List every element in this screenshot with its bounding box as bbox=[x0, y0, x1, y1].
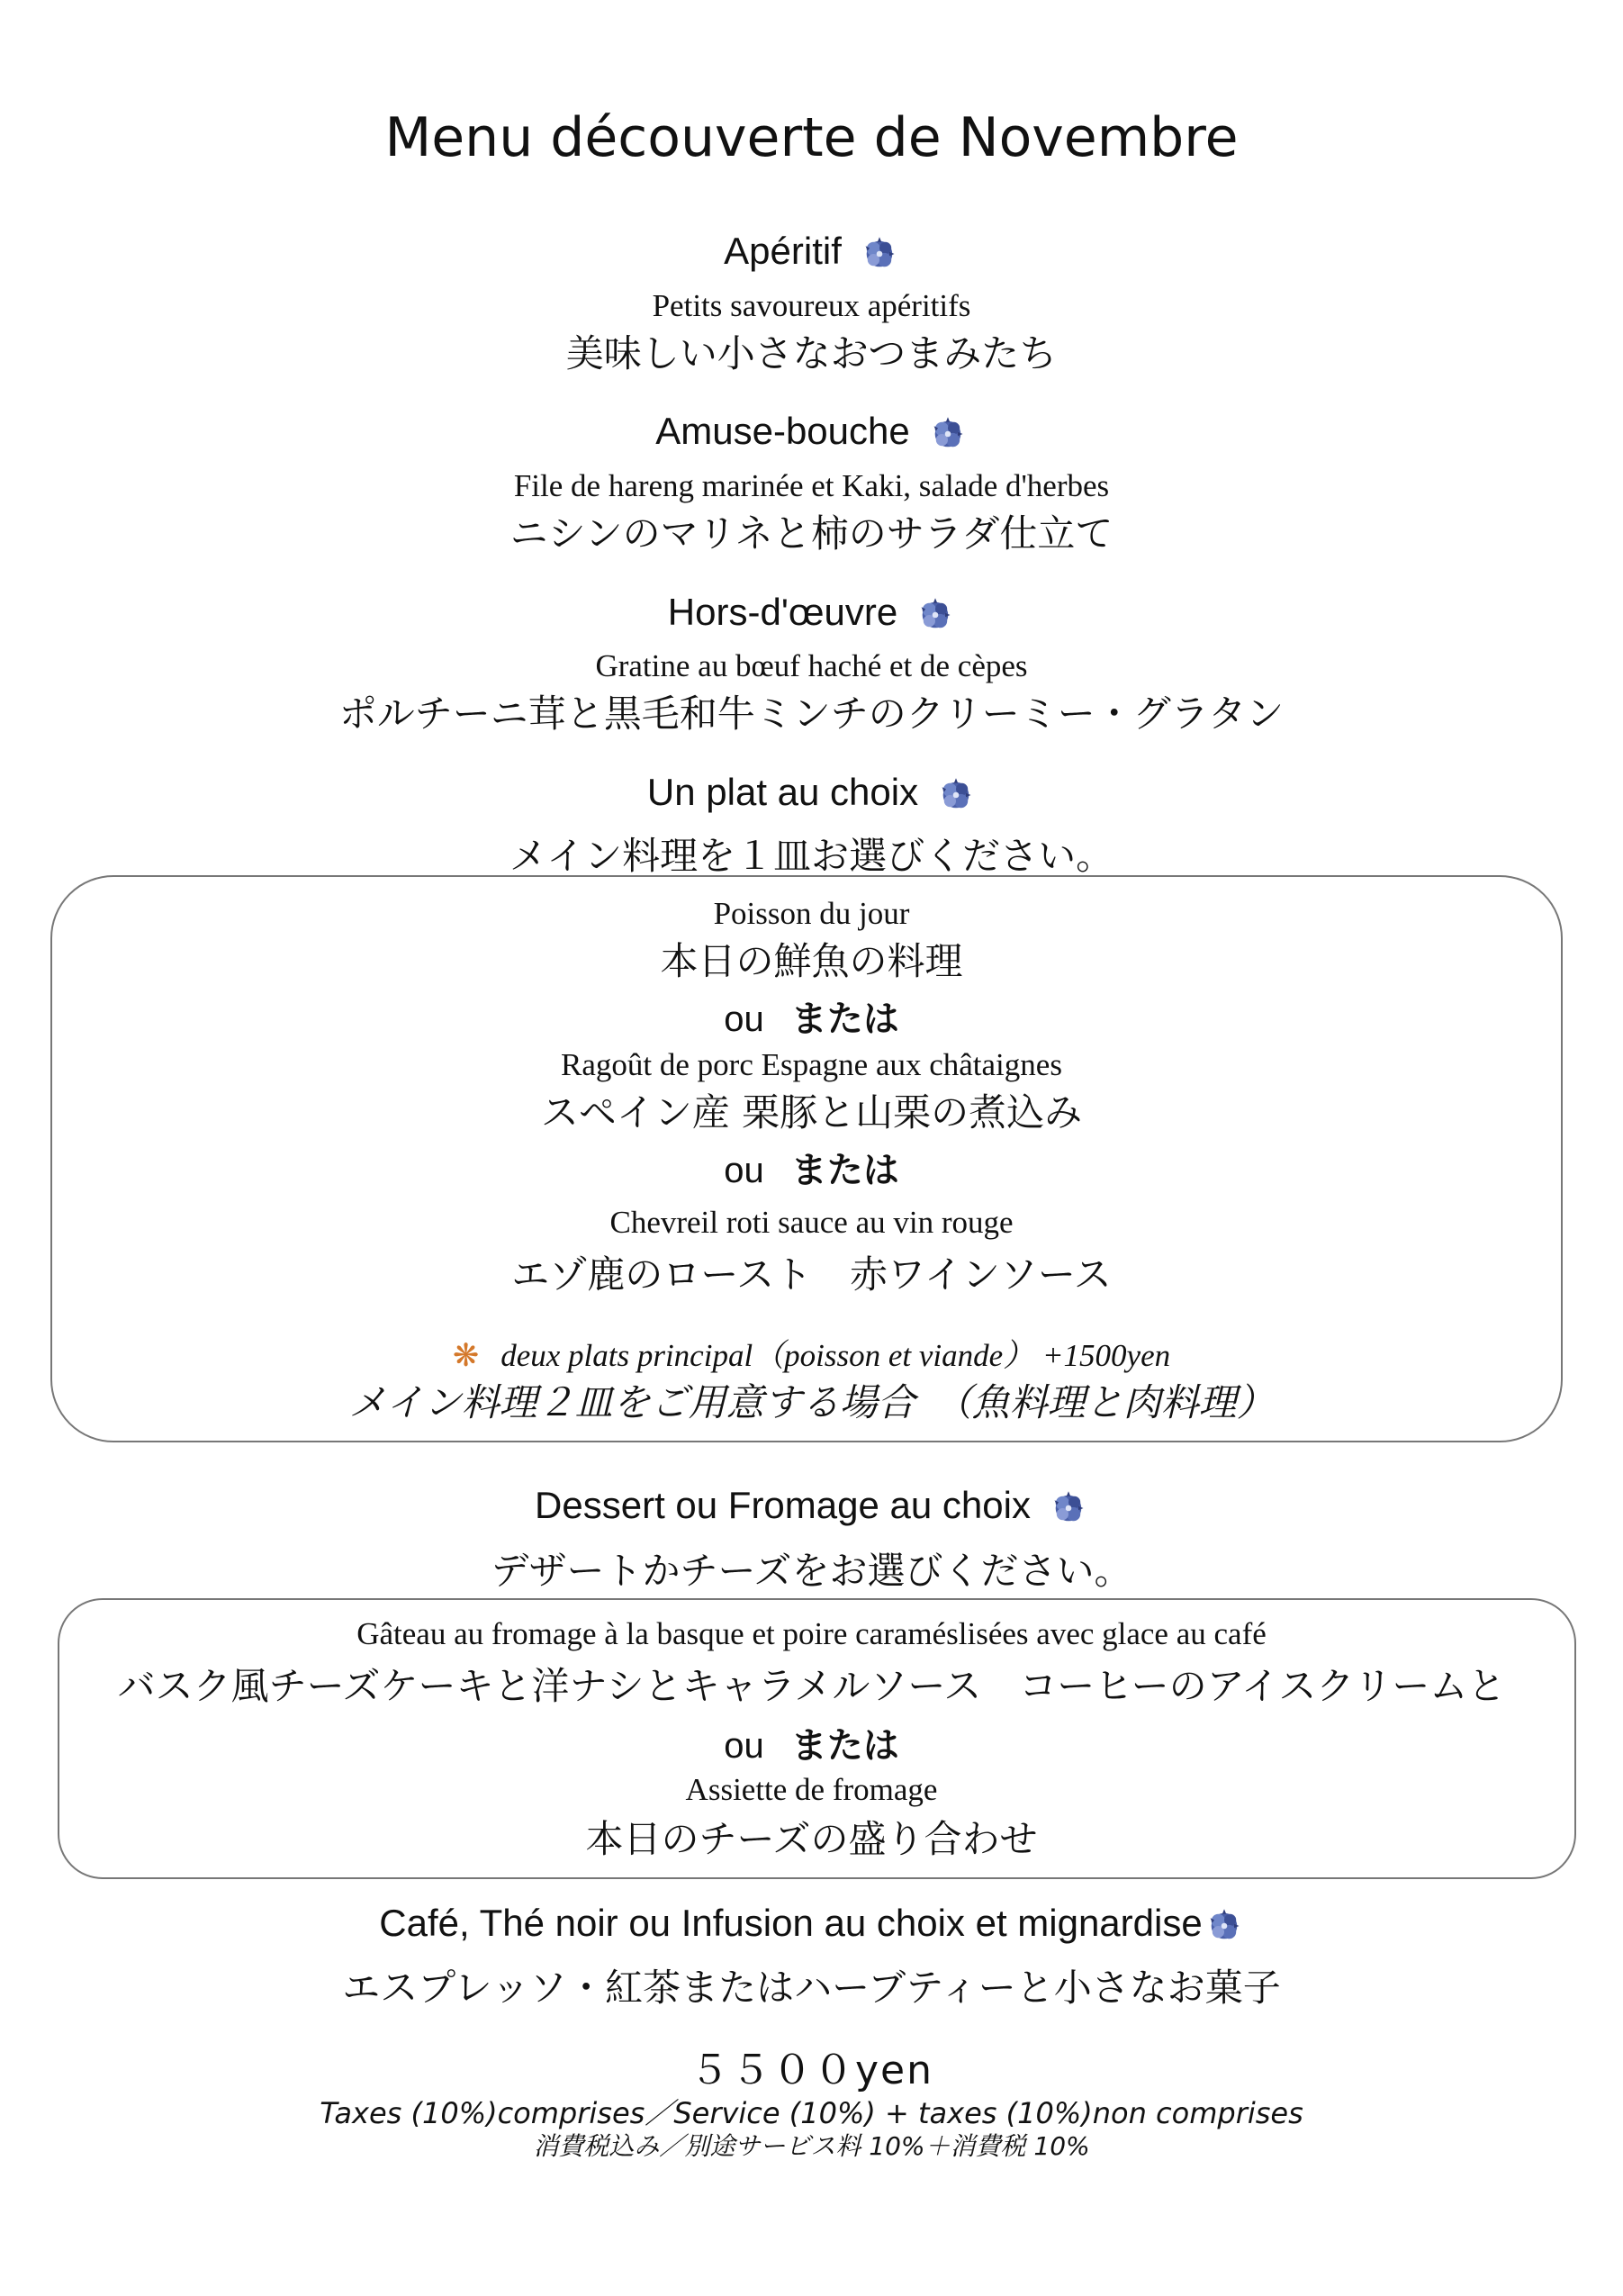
or-jp: または bbox=[790, 1725, 899, 1767]
blue-flower-icon bbox=[860, 234, 899, 274]
plat-item-1-jp: 本日の鮮魚の料理 bbox=[660, 939, 963, 983]
plat-item-1-fr: Poisson du jour bbox=[713, 896, 910, 931]
or-jp: または bbox=[790, 1150, 899, 1191]
menu-price: ５５００yen bbox=[690, 2047, 933, 2093]
or-fr: ou bbox=[724, 999, 764, 1039]
option-marker-icon: ❋ bbox=[452, 1338, 480, 1374]
dessert-item-2-jp: 本日のチーズの盛り合わせ bbox=[585, 1817, 1038, 1861]
tax-note-jp: 消費税込み／別途サービス料 10%＋消費税 10% bbox=[533, 2131, 1090, 2161]
or-fr: ou bbox=[724, 1726, 764, 1766]
dessert-item-1-fr: Gâteau au fromage à la basque et poire caraméslisées avec glace au café bbox=[356, 1616, 1267, 1651]
cafe-heading: Café, Thé noir ou Infusion au choix et mignardise bbox=[379, 1902, 1203, 1944]
section-heading-amuse bbox=[0, 410, 1623, 454]
section-heading-plat bbox=[0, 771, 1623, 815]
menu-title: Menu découverte de Novembre bbox=[384, 106, 1239, 169]
aperitif-heading: Apéritif bbox=[724, 230, 842, 272]
section-heading-cafe bbox=[0, 1902, 1623, 1946]
or-fr: ou bbox=[724, 1151, 764, 1190]
or-separator bbox=[0, 1717, 1623, 1768]
blue-flower-icon bbox=[928, 414, 968, 454]
dessert-heading: Dessert ou Fromage au choix bbox=[535, 1484, 1031, 1526]
or-separator bbox=[0, 1142, 1623, 1193]
blue-flower-icon bbox=[936, 775, 976, 815]
dessert-jp: デザートかチーズをお選びください。 bbox=[491, 1549, 1132, 1593]
plat-item-2-jp: スペイン産 栗豚と山栗の煮込み bbox=[540, 1090, 1083, 1134]
aperitif-jp: 美味しい小さなおつまみたち bbox=[565, 331, 1058, 375]
aperitif-fr: Petits savoureux apéritifs bbox=[652, 288, 971, 323]
blue-flower-icon bbox=[915, 595, 955, 635]
or-separator bbox=[0, 990, 1623, 1042]
amuse-jp: ニシンのマリネと柿のサラダ仕立て bbox=[509, 511, 1114, 556]
amuse-fr: File de hareng marinée et Kaki, salade d'herbes bbox=[513, 468, 1110, 503]
cafe-jp: エスプレッソ・紅茶またはハーブティーと小さなお菓子 bbox=[342, 1966, 1281, 2010]
plat-heading: Un plat au choix bbox=[646, 771, 919, 813]
section-heading-dessert bbox=[0, 1484, 1623, 1528]
hors-heading: Hors-d'œuvre bbox=[667, 591, 898, 633]
section-heading-aperitif bbox=[0, 230, 1623, 274]
dessert-item-2-fr: Assiette de fromage bbox=[685, 1772, 938, 1807]
double-plat-option-fr bbox=[0, 1331, 1623, 1376]
dessert-item-1-jp: バスク風チーズケーキと洋ナシとキャラメルソース コーヒーのアイスクリームと bbox=[117, 1664, 1506, 1708]
amuse-heading: Amuse-bouche bbox=[655, 410, 910, 452]
blue-flower-icon bbox=[1049, 1488, 1088, 1528]
plat-jp: メイン料理を１皿お選びください。 bbox=[509, 834, 1114, 878]
plat-item-3-fr: Chevreil roti sauce au vin rouge bbox=[609, 1205, 1014, 1240]
section-heading-hors bbox=[0, 591, 1623, 635]
blue-flower-icon bbox=[1204, 1906, 1244, 1946]
hors-fr: Gratine au bœuf haché et de cèpes bbox=[595, 648, 1028, 683]
tax-note-fr: Taxes (10%)comprises／Service (10%) + taxes (10%)non comprises bbox=[320, 2096, 1303, 2130]
plat-item-2-fr: Ragoût de porc Espagne aux châtaignes bbox=[561, 1047, 1062, 1082]
double-plat-option-jp: メイン料理２皿をご用意する場合 （魚料理と肉料理） bbox=[348, 1380, 1275, 1424]
or-jp: または bbox=[790, 999, 899, 1040]
hors-jp: ポルチーニ茸と黒毛和牛ミンチのクリーミー・グラタン bbox=[338, 692, 1285, 736]
plat-item-3-jp: エゾ鹿のロースト 赤ワインソース bbox=[511, 1252, 1112, 1297]
option-fr-text: deux plats principal（poisson et viande） +1500yen bbox=[500, 1338, 1171, 1373]
